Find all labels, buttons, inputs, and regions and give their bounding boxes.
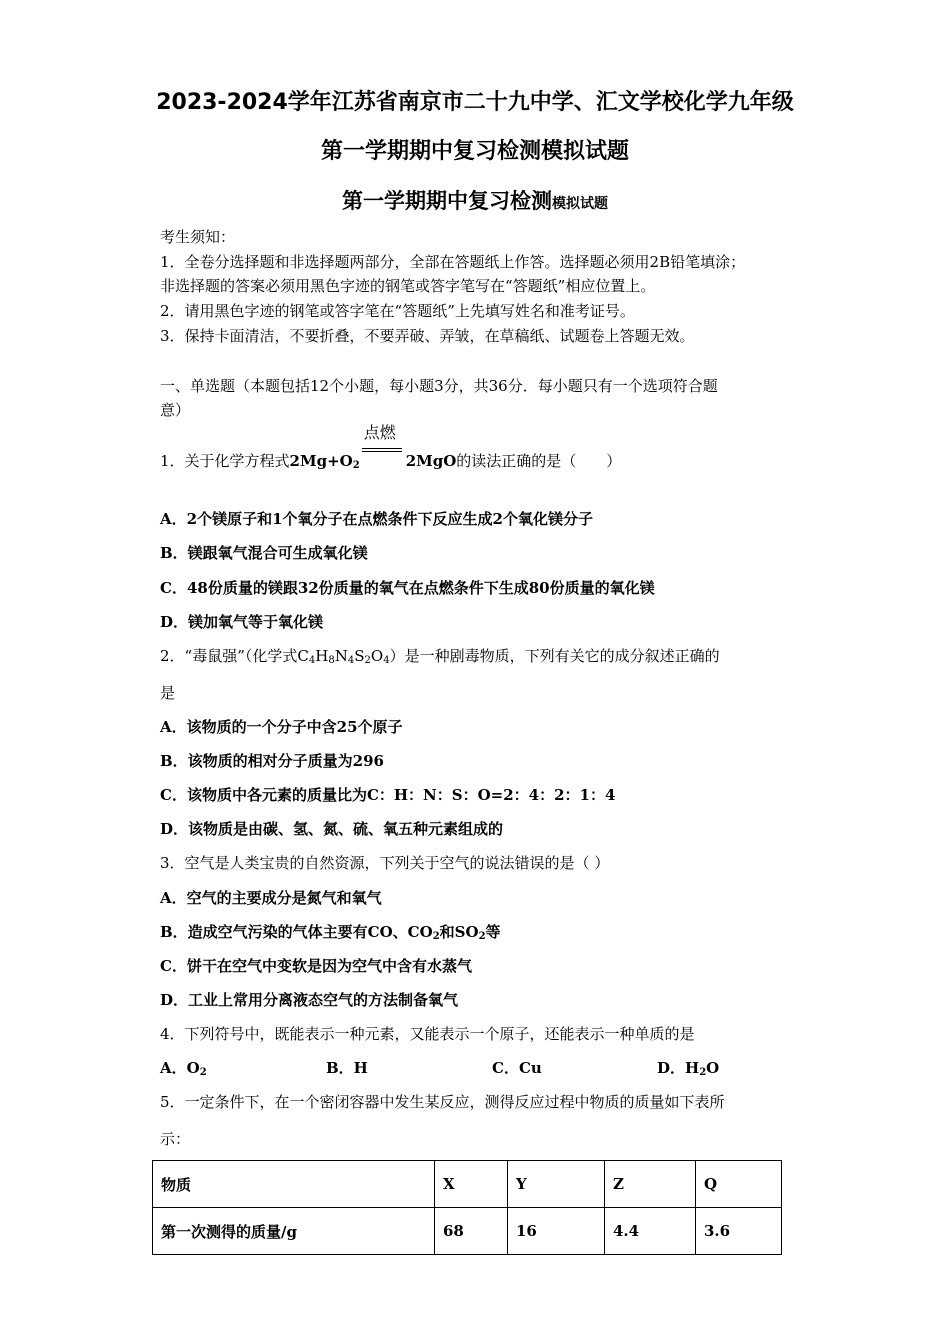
- table-cell: 4.4: [605, 1208, 696, 1255]
- q1-condition: 点燃: [363, 423, 396, 442]
- table-header-cell: Z: [605, 1161, 696, 1208]
- q2-option-a: A．该物质的一个分子中含25个原子: [160, 718, 403, 736]
- q2-formula-n-sub: 4: [347, 655, 355, 666]
- q2-formula-o-sub: 4: [383, 655, 390, 666]
- notice-item-1a: 1．全卷分选择题和非选择题两部分，全部在答题纸上作答。选择题必须用2B铅笔填涂；: [160, 253, 746, 271]
- q1-eq-bar-2: [362, 451, 402, 452]
- q4-option-d-a: D．H: [657, 1059, 700, 1077]
- q4-option-d-b: O: [706, 1059, 720, 1077]
- question-2-stem: [160, 645, 720, 672]
- q2-option-c: C．该物质中各元素的质量比为C：H：N：S：O=2：4：2：1：4: [160, 786, 616, 804]
- q2-option-b: B．该物质的相对分子质量为296: [160, 752, 384, 770]
- table-header-cell: Y: [508, 1161, 605, 1208]
- q2-formula-c: C: [297, 647, 309, 665]
- q3-option-b-sub1: 2: [432, 931, 440, 942]
- section1-heading-a: 一、单选题（本题包括12个小题，每小题3分，共36分．每小题只有一个选项符合题: [160, 377, 718, 395]
- q2-formula-c-sub: 4: [308, 655, 316, 666]
- q1-reactants: 2Mg+O: [289, 452, 353, 470]
- q1-option-a: A．2个镁原子和1个氧分子在点燃条件下反应生成2个氧化镁分子: [160, 510, 593, 528]
- q1-eq-bar-1: [362, 448, 402, 449]
- q3-option-a: A．空气的主要成分是氮气和氧气: [160, 889, 382, 907]
- q1-product: 2MgO: [405, 452, 457, 470]
- table-header-cell: X: [435, 1161, 508, 1208]
- q2-formula: [297, 647, 389, 665]
- q3-option-b-sub2: 2: [478, 931, 486, 942]
- question-4-stem: 4．下列符号中，既能表示一种元素，又能表示一个原子，还能表示一种单质的是: [160, 1025, 695, 1043]
- q2-formula-s: S: [354, 647, 365, 665]
- q2-stem-b: ）是一种剧毒物质，下列有关它的成分叙述正确的: [389, 647, 720, 665]
- subtitle-main: 第一学期期中复习检测: [342, 189, 552, 213]
- q4-option-b: B．H: [326, 1059, 368, 1077]
- q4-option-d-sub: 2: [699, 1067, 707, 1078]
- table-cell: 68: [435, 1208, 508, 1255]
- q1-option-d: D．镁加氧气等于氧化镁: [160, 613, 324, 631]
- table-cell: 第一次测得的质量/g: [153, 1208, 435, 1255]
- table-cell: 16: [508, 1208, 605, 1255]
- table-header-cell: Q: [696, 1161, 782, 1208]
- q2-stem-c: 是: [160, 684, 176, 702]
- subtitle-small: 模拟试题: [552, 196, 608, 212]
- exam-title-line1: 2023-2024学年江苏省南京市二十九中学、汇文学校化学九年级: [156, 90, 794, 115]
- notice-item-2: 2．请用黑色字迹的钢笔或答字笔在“答题纸”上先填写姓名和准考证号。: [160, 302, 635, 320]
- q4-option-a: [160, 1057, 207, 1084]
- table-header-row: [153, 1161, 782, 1208]
- q4-option-a-sub: 2: [199, 1067, 207, 1078]
- q4-option-c: C．Cu: [492, 1059, 542, 1077]
- q3-option-b: [160, 921, 501, 948]
- question-5-stem-a: 5．一定条件下，在一个密闭容器中发生某反应，测得反应过程中物质的质量如下表所: [160, 1093, 725, 1111]
- q2-formula-h-sub: 8: [328, 655, 335, 666]
- table-row: [153, 1208, 782, 1255]
- q2-formula-s-sub: 2: [364, 655, 371, 666]
- q1-option-c: C．48份质量的镁跟32份质量的氧气在点燃条件下生成80份质量的氧化镁: [160, 579, 655, 597]
- q2-formula-h: H: [315, 647, 329, 665]
- q2-option-d: D．该物质是由碳、氢、氮、硫、氧五种元素组成的: [160, 820, 504, 838]
- mass-table: [152, 1160, 782, 1255]
- q4-option-a-text: A．O: [160, 1059, 200, 1077]
- question-1-stem: [160, 423, 622, 477]
- q1-o2-subscript: 2: [352, 460, 360, 471]
- q3-option-b-c: 等: [485, 923, 501, 941]
- exam-title-line2: 第一学期期中复习检测模拟试题: [320, 139, 629, 164]
- table-header-cell: 物质: [153, 1161, 435, 1208]
- question-3-stem: 3．空气是人类宝贵的自然资源，下列关于空气的说法错误的是（ ）: [160, 854, 610, 872]
- q2-stem-a: 2．“毒鼠强”（化学式: [160, 647, 298, 665]
- table-cell: 3.6: [696, 1208, 782, 1255]
- q1-prefix: 1．关于化学方程式: [160, 452, 290, 470]
- exam-subtitle: [0, 186, 950, 219]
- q3-option-b-b: 和SO: [439, 923, 479, 941]
- q3-option-c: C．饼干在空气中变软是因为空气中含有水蒸气: [160, 957, 472, 975]
- notice-item-1b: 非选择题的答案必须用黑色字迹的钢笔或答字笔写在“答题纸”相应位置上。: [160, 277, 656, 295]
- q4-option-d: [657, 1057, 719, 1084]
- q3-option-b-a: B．造成空气污染的气体主要有CO、CO: [160, 923, 433, 941]
- q2-formula-o: O: [370, 647, 384, 665]
- section1-heading-b: 意）: [160, 401, 191, 419]
- notice-item-3: 3．保持卡面清洁，不要折叠，不要弄破、弄皱，在草稿纸、试题卷上答题无效。: [160, 327, 695, 345]
- q1-option-b: B．镁跟氧气混合可生成氧化镁: [160, 544, 368, 562]
- notice-heading: 考生须知：: [160, 228, 236, 246]
- q1-reaction-arrow: [362, 423, 404, 472]
- question-5-stem-b: 示：: [160, 1130, 191, 1148]
- q3-option-d: D．工业上常用分离液态空气的方法制备氧气: [160, 991, 459, 1009]
- q2-formula-n: N: [334, 647, 348, 665]
- q1-suffix: 的读法正确的是（ ）: [456, 452, 622, 470]
